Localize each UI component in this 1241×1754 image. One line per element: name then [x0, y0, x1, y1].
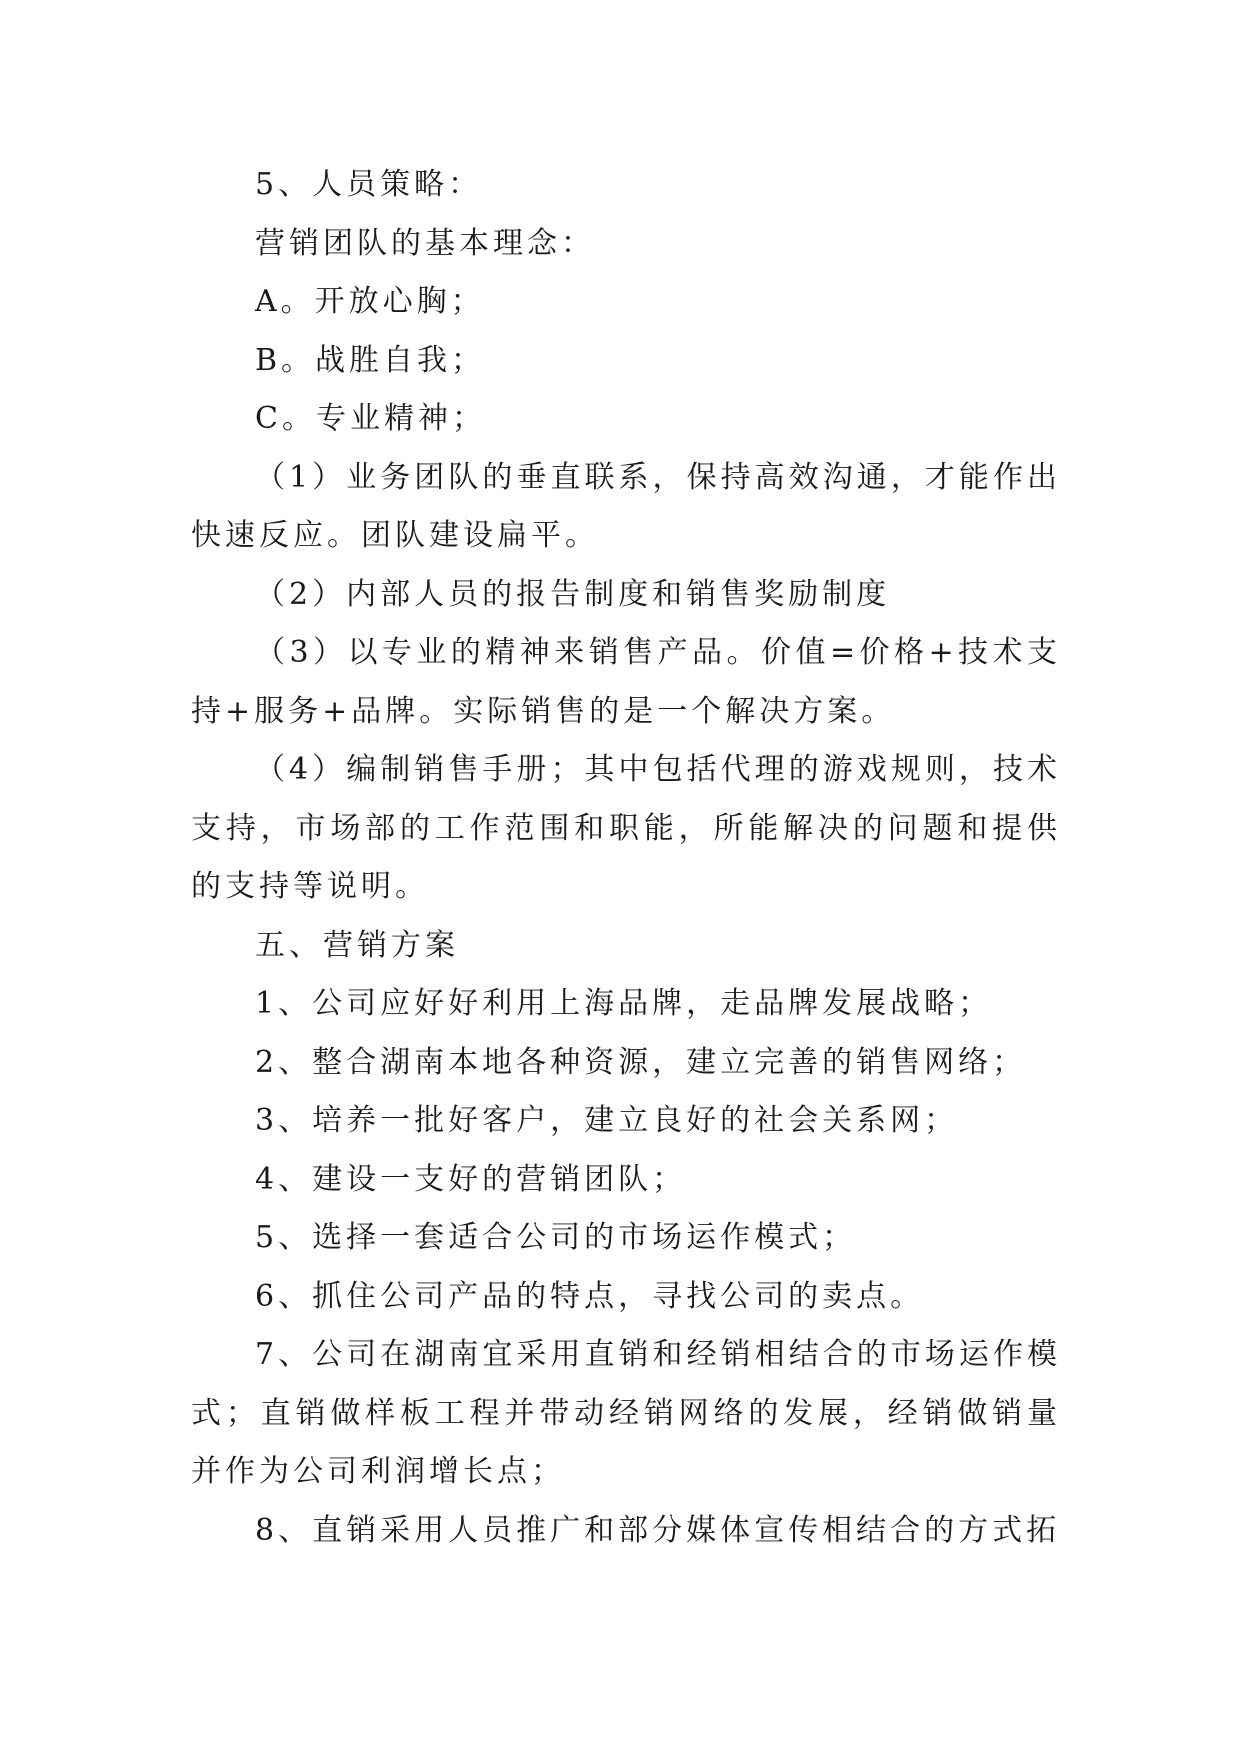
paragraph-item-a: A。开放心胸； — [255, 284, 485, 319]
paragraph-plan-3: 3、培养一批好客户，建立良好的社会关系网； — [255, 1103, 959, 1138]
paragraph-item-c: C。专业精神； — [255, 401, 486, 436]
document-body — [191, 156, 1061, 1560]
paragraph-item-b: B。战胜自我； — [255, 342, 486, 378]
paragraph-team-philosophy: 营销团队的基本理念： — [255, 225, 595, 261]
paragraph-plan-6: 6、抓住公司产品的特点，寻找公司的卖点。 — [255, 1278, 925, 1314]
section-heading-marketing-plan: 五、营销方案 — [255, 927, 459, 963]
paragraph-plan-2: 2、整合湖南本地各种资源，建立完善的销售网络； — [255, 1044, 1027, 1080]
paragraph-plan-5: 5、选择一套适合公司的市场运作模式； — [255, 1220, 857, 1255]
paragraph-point-4: （4）编制销售手册；其中包括代理的游戏规则，技术支持，市场部的工作范围和职能，所能解决的问题和提供的支持等说明。 — [191, 752, 1061, 904]
paragraph-plan-8: 8、直销采用人员推广和部分媒体宣传相结合的方式拓 — [255, 1512, 1061, 1548]
paragraph-plan-1: 1、公司应好好利用上海品牌，走品牌发展战略； — [255, 986, 993, 1021]
paragraph-point-1: （1）业务团队的垂直联系，保持高效沟通，才能作出快速反应。团队建设扁平。 — [191, 459, 1061, 553]
paragraph-point-3: （3）以专业的精神来销售产品。价值=价格+技术支持+服务+品牌。实际销售的是一个解决方案。 — [191, 635, 1061, 729]
paragraph-plan-7: 7、公司在湖南宜采用直销和经销相结合的市场运作模式；直销做样板工程并带动经销网络的发展，经销做销量并作为公司利润增长点； — [191, 1337, 1061, 1489]
paragraph-plan-4: 4、建设一支好的营销团队； — [255, 1161, 687, 1197]
paragraph-personnel-strategy: 5、人员策略： — [255, 167, 483, 202]
paragraph-point-2: （2）内部人员的报告制度和销售奖励制度 — [255, 576, 891, 612]
